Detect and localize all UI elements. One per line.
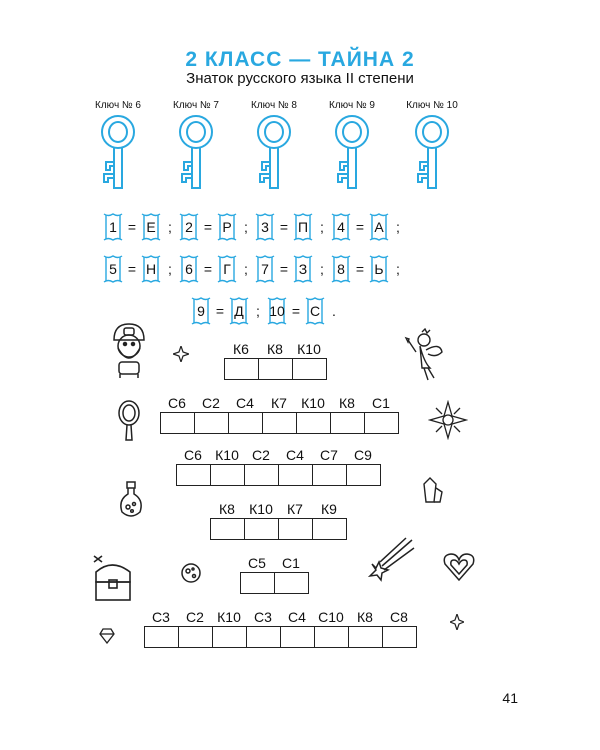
cipher-code: С3 xyxy=(254,609,272,625)
answer-cell[interactable] xyxy=(346,464,381,486)
cipher-code: К7 xyxy=(287,501,303,517)
answer-cell[interactable] xyxy=(210,464,245,486)
fairy-icon xyxy=(402,328,444,384)
cipher-code: К10 xyxy=(249,501,273,517)
separator: ; xyxy=(244,219,248,235)
cipher-codes xyxy=(176,446,380,464)
answer-cells xyxy=(176,464,380,486)
cipher-word xyxy=(144,608,416,648)
cipher-code: К10 xyxy=(217,609,241,625)
cipher-code: С9 xyxy=(354,447,372,463)
legend-row xyxy=(190,296,342,326)
legend-letter xyxy=(368,212,390,242)
cipher-word xyxy=(210,500,346,540)
equals-sign: = xyxy=(127,219,137,235)
legend-number xyxy=(102,212,124,242)
cipher-code: С6 xyxy=(168,395,186,411)
key-10 xyxy=(392,100,472,192)
answer-cell[interactable] xyxy=(240,572,275,594)
answer-cell[interactable] xyxy=(244,464,279,486)
cipher-code: К8 xyxy=(219,501,235,517)
cipher-code: С4 xyxy=(286,447,304,463)
key-label: Ключ № 9 xyxy=(329,100,375,111)
answer-cell[interactable] xyxy=(382,626,417,648)
answer-cell[interactable] xyxy=(228,412,263,434)
key-7 xyxy=(156,100,236,192)
legend-number-text: 3 xyxy=(261,219,269,235)
answer-cells xyxy=(240,572,308,594)
legend-letter-text: З xyxy=(298,261,308,277)
cipher-word xyxy=(160,394,398,434)
answer-cell[interactable] xyxy=(280,626,315,648)
answer-cell[interactable] xyxy=(244,518,279,540)
legend-number xyxy=(178,212,200,242)
answer-cell[interactable] xyxy=(212,626,247,648)
legend-number xyxy=(266,296,288,326)
cipher-code: С2 xyxy=(252,447,270,463)
legend-number xyxy=(254,254,276,284)
cipher-code: С1 xyxy=(282,555,300,571)
cipher-code: К8 xyxy=(267,341,283,357)
cipher-word xyxy=(240,554,308,594)
cipher-codes xyxy=(144,608,416,626)
key-icon xyxy=(412,114,452,192)
answer-cell[interactable] xyxy=(278,464,313,486)
legend-letter xyxy=(292,212,314,242)
legend-letter xyxy=(228,296,250,326)
sparkle-icon xyxy=(450,614,464,630)
answer-cells xyxy=(210,518,346,540)
answer-cell[interactable] xyxy=(178,626,213,648)
separator: ; xyxy=(320,261,324,277)
answer-cell[interactable] xyxy=(364,412,399,434)
answer-cell[interactable] xyxy=(262,412,297,434)
legend-number-text: 10 xyxy=(269,303,285,319)
key-icon xyxy=(332,114,372,192)
key-6 xyxy=(78,100,158,192)
legend-number-text: 6 xyxy=(185,261,193,277)
answer-cell[interactable] xyxy=(258,358,293,380)
separator: ; xyxy=(320,219,324,235)
cipher-code: К10 xyxy=(301,395,325,411)
sparkle-icon xyxy=(173,346,189,362)
cipher-code: К9 xyxy=(321,501,337,517)
legend-letter-text: Н xyxy=(145,261,157,277)
cipher-code: С3 xyxy=(152,609,170,625)
answer-cell[interactable] xyxy=(348,626,383,648)
star-burst-icon xyxy=(428,400,468,440)
separator: ; xyxy=(396,219,400,235)
cipher-codes xyxy=(240,554,308,572)
answer-cell[interactable] xyxy=(330,412,365,434)
separator: ; xyxy=(396,261,400,277)
separator: ; xyxy=(168,261,172,277)
treasure-chest-icon xyxy=(90,552,134,604)
legend-row xyxy=(102,212,406,242)
equals-sign: = xyxy=(355,219,365,235)
legend-letter-text: Р xyxy=(222,219,232,235)
cipher-code: К10 xyxy=(215,447,239,463)
legend-number xyxy=(330,212,352,242)
separator: ; xyxy=(168,219,172,235)
legend-letter-text: Ь xyxy=(374,261,384,277)
legend-letter xyxy=(140,212,162,242)
answer-cell[interactable] xyxy=(176,464,211,486)
answer-cell[interactable] xyxy=(224,358,259,380)
legend-number xyxy=(254,212,276,242)
cipher-code: С2 xyxy=(186,609,204,625)
answer-cells xyxy=(144,626,416,648)
potion-icon xyxy=(116,480,146,520)
cipher-codes xyxy=(224,340,326,358)
answer-cell[interactable] xyxy=(246,626,281,648)
legend-number xyxy=(102,254,124,284)
legend-number-text: 7 xyxy=(261,261,269,277)
crystal-icon xyxy=(420,476,444,506)
cipher-word xyxy=(224,340,326,380)
separator: ; xyxy=(256,303,260,319)
cipher-word xyxy=(176,446,380,486)
diamond-icon xyxy=(98,628,116,644)
cipher-code: С4 xyxy=(288,609,306,625)
cipher-codes xyxy=(160,394,398,412)
cipher-code: С6 xyxy=(184,447,202,463)
answer-cell[interactable] xyxy=(312,518,347,540)
moon-icon xyxy=(180,562,202,584)
cipher-code: С10 xyxy=(318,609,344,625)
cipher-code: С2 xyxy=(202,395,220,411)
page-title: 2 КЛАСС — ТАЙНА 2 xyxy=(185,48,415,71)
legend-letter-text: А xyxy=(374,219,384,235)
answer-cells xyxy=(160,412,398,434)
answer-cell[interactable] xyxy=(144,626,179,648)
legend-letter xyxy=(304,296,326,326)
legend-number-text: 1 xyxy=(109,219,117,235)
answer-cell[interactable] xyxy=(210,518,245,540)
key-icon xyxy=(98,114,138,192)
legend-letter-text: П xyxy=(297,219,309,235)
key-icon xyxy=(254,114,294,192)
answer-cell[interactable] xyxy=(312,464,347,486)
answer-cell[interactable] xyxy=(274,572,309,594)
legend-letter-text: Г xyxy=(223,261,231,277)
cipher-code: К6 xyxy=(233,341,249,357)
legend-letter xyxy=(368,254,390,284)
cipher-code: С4 xyxy=(236,395,254,411)
legend-letter-text: Е xyxy=(146,219,156,235)
legend-number xyxy=(330,254,352,284)
legend-letter-text: Д xyxy=(234,303,244,319)
key-label: Ключ № 6 xyxy=(95,100,141,111)
legend-letter xyxy=(292,254,314,284)
cipher-code: С7 xyxy=(320,447,338,463)
page-subtitle: Знаток русского языка II степени xyxy=(186,70,414,87)
equals-sign: = xyxy=(279,219,289,235)
equals-sign: = xyxy=(279,261,289,277)
shooting-star-icon xyxy=(362,536,416,582)
equals-sign: = xyxy=(355,261,365,277)
cipher-code: К10 xyxy=(297,341,321,357)
key-label: Ключ № 10 xyxy=(406,100,458,111)
key-label: Ключ № 8 xyxy=(251,100,297,111)
cipher-code: С1 xyxy=(372,395,390,411)
legend-number-text: 2 xyxy=(185,219,193,235)
cipher-codes xyxy=(210,500,346,518)
legend-number-text: 8 xyxy=(337,261,345,277)
cipher-code: С8 xyxy=(390,609,408,625)
answer-cell[interactable] xyxy=(278,518,313,540)
equals-sign: = xyxy=(291,303,301,319)
legend-letter xyxy=(216,212,238,242)
separator: . xyxy=(332,303,336,319)
cipher-code: С5 xyxy=(248,555,266,571)
answer-cell[interactable] xyxy=(296,412,331,434)
cipher-code: К8 xyxy=(339,395,355,411)
answer-cell[interactable] xyxy=(314,626,349,648)
answer-cell[interactable] xyxy=(160,412,195,434)
legend-letter xyxy=(140,254,162,284)
legend-number-text: 4 xyxy=(337,219,345,235)
page-number: 41 xyxy=(502,690,518,706)
legend-letter xyxy=(216,254,238,284)
cipher-code: К7 xyxy=(271,395,287,411)
separator: ; xyxy=(244,261,248,277)
equals-sign: = xyxy=(127,261,137,277)
legend-number xyxy=(178,254,200,284)
key-9 xyxy=(312,100,392,192)
key-icon xyxy=(176,114,216,192)
equals-sign: = xyxy=(215,303,225,319)
legend-number-text: 5 xyxy=(109,261,117,277)
legend-letter-text: С xyxy=(309,303,321,319)
answer-cells xyxy=(224,358,326,380)
answer-cell[interactable] xyxy=(292,358,327,380)
legend-row xyxy=(102,254,406,284)
key-8 xyxy=(234,100,314,192)
equals-sign: = xyxy=(203,219,213,235)
hand-mirror-icon xyxy=(116,400,142,442)
heart-gem-icon xyxy=(442,552,476,582)
legend-number xyxy=(190,296,212,326)
answer-cell[interactable] xyxy=(194,412,229,434)
cipher-code: К8 xyxy=(357,609,373,625)
legend-number-text: 9 xyxy=(197,303,205,319)
dwarf-icon xyxy=(104,318,154,380)
equals-sign: = xyxy=(203,261,213,277)
key-label: Ключ № 7 xyxy=(173,100,219,111)
